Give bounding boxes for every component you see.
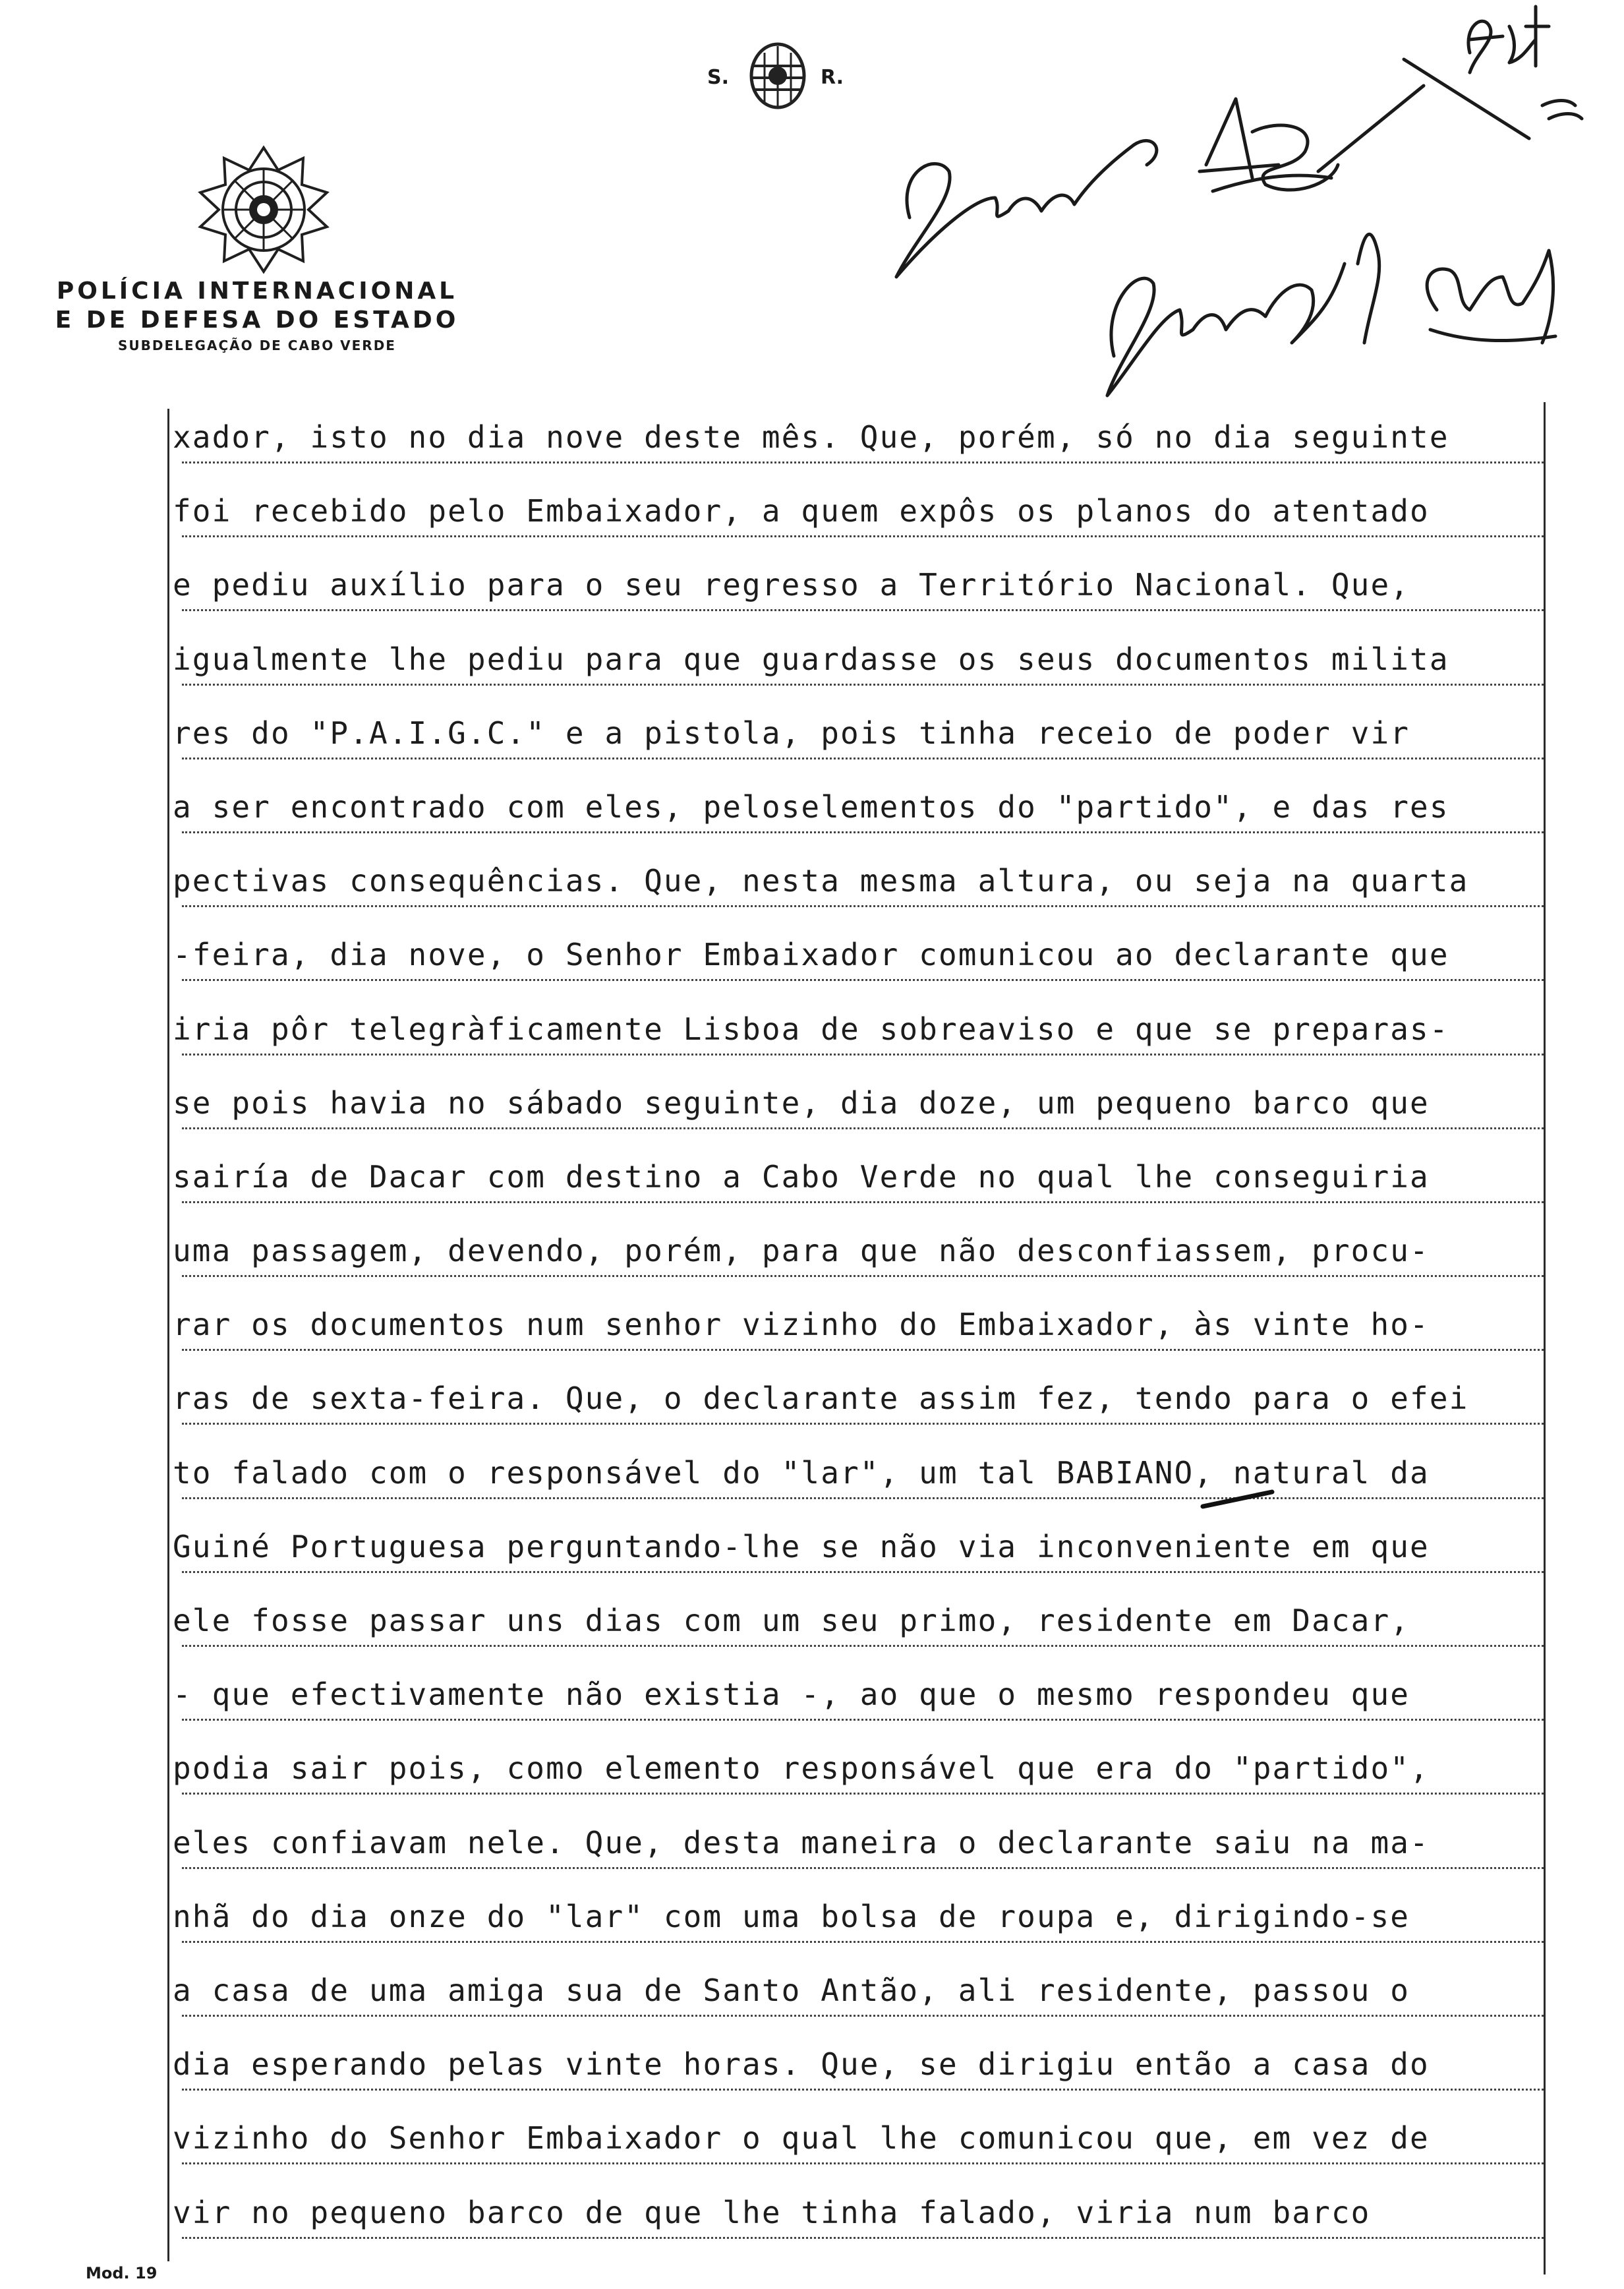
body-line: podia sair pois, como elemento responsável que era do "partido", xyxy=(173,1740,1544,1814)
document-body xyxy=(173,409,1544,2258)
body-line: se pois havia no sábado seguinte, dia doze, um pequeno barco que xyxy=(173,1075,1544,1148)
body-line: to falado com o responsável do "lar", um tal BABIANO, natural da xyxy=(173,1444,1544,1518)
seal-right-letter: R. xyxy=(821,66,844,89)
body-line: pectivas consequências. Que, nesta mesma altura, ou seja na quarta xyxy=(173,852,1544,926)
org-subdelegation: SUBDELEGAÇÃO DE CABO VERDE xyxy=(118,338,396,353)
seal-icon xyxy=(745,40,811,112)
body-line: eles confiavam nele. Que, desta maneira o declarante saiu na ma- xyxy=(173,1814,1544,1888)
body-line: rar os documentos num senhor vizinho do Embaixador, às vinte ho- xyxy=(173,1296,1544,1370)
body-line: foi recebido pelo Embaixador, a quem expôs os planos do atentado xyxy=(173,483,1544,556)
body-line: ele fosse passar uns dias com um seu primo, residente em Dacar, xyxy=(173,1592,1544,1666)
body-line: a casa de uma amiga sua de Santo Antão, ali residente, passou o xyxy=(173,1962,1544,2036)
body-line: -feira, dia nove, o Senhor Embaixador comunicou ao declarante que xyxy=(173,926,1544,1000)
right-margin-line xyxy=(1544,402,1546,2274)
body-line: e pediu auxílio para o seu regresso a Território Nacional. Que, xyxy=(173,556,1544,630)
body-line: - que efectivamente não existia -, ao que o mesmo respondeu que xyxy=(173,1666,1544,1740)
seal-left-letter: S. xyxy=(707,66,730,89)
body-line: vir no pequeno barco de que lhe tinha falado, viria num barco xyxy=(173,2184,1544,2258)
pen-mark xyxy=(1200,1487,1279,1513)
organization-header xyxy=(40,277,475,353)
body-line: sairía de Dacar com destino a Cabo Verde no qual lhe conseguiria xyxy=(173,1148,1544,1222)
signatures-area xyxy=(857,0,1624,422)
body-line: iria pôr telegràficamente Lisboa de sobreaviso e que se preparas- xyxy=(173,1001,1544,1075)
police-emblem-icon xyxy=(198,144,330,276)
body-line: nhã do dia onze do "lar" com uma bolsa de roupa e, dirigindo-se xyxy=(173,1888,1544,1962)
body-line: xador, isto no dia nove deste mês. Que, porém, só no dia seguinte xyxy=(173,409,1544,483)
handwritten-signatures xyxy=(857,0,1624,422)
org-name-line1: POLÍCIA INTERNACIONAL xyxy=(56,278,458,305)
body-line: res do "P.A.I.G.C." e a pistola, pois tinha receio de poder vir xyxy=(173,705,1544,779)
body-line: Guiné Portuguesa perguntando-lhe se não via inconveniente em que xyxy=(173,1518,1544,1592)
top-seal xyxy=(695,40,860,125)
body-line: ras de sexta-feira. Que, o declarante assim fez, tendo para o efei xyxy=(173,1370,1544,1444)
left-margin-line xyxy=(167,409,169,2261)
org-name-line2: E DE DEFESA DO ESTADO xyxy=(55,307,459,334)
form-number: Mod. 19 xyxy=(86,2264,158,2282)
body-line: igualmente lhe pediu para que guardasse os seus documentos milita xyxy=(173,631,1544,705)
body-line: uma passagem, devendo, porém, para que não desconfiassem, procu- xyxy=(173,1222,1544,1296)
body-line: vizinho do Senhor Embaixador o qual lhe comunicou que, em vez de xyxy=(173,2110,1544,2184)
body-line: a ser encontrado com eles, peloselementos do "partido", e das res xyxy=(173,779,1544,852)
body-line: dia esperando pelas vinte horas. Que, se dirigiu então a casa do xyxy=(173,2036,1544,2110)
